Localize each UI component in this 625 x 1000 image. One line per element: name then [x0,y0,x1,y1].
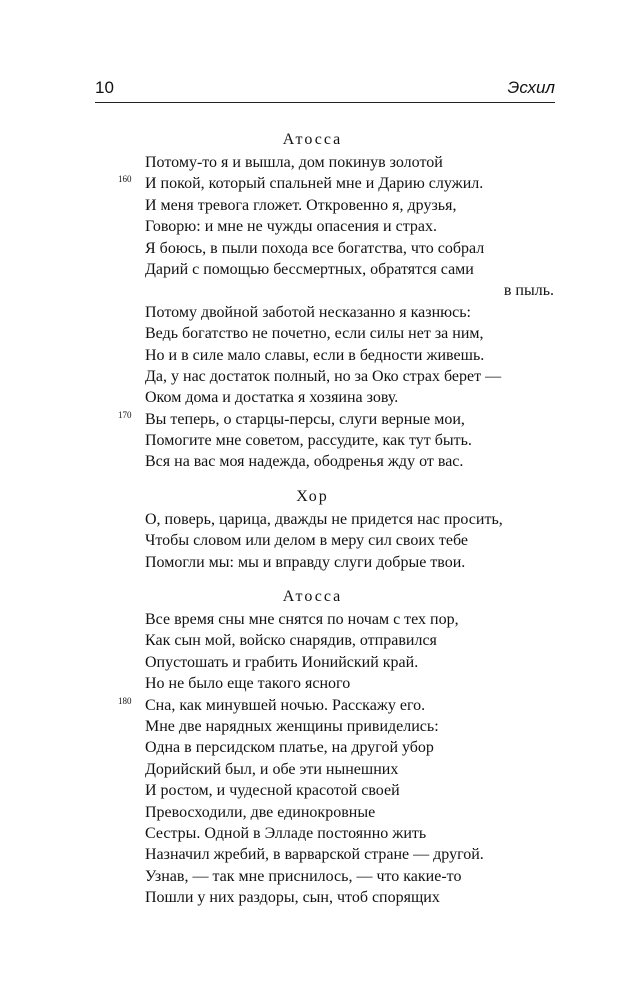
verse-line [0,451,625,472]
verse-line [0,802,625,823]
verse-line-text: Превосходили, две единокровные [145,803,376,821]
verse-line [0,366,625,387]
verse-line-text: Дарий с помощью бессмертных, обратятся сами [145,260,474,278]
verse-line-text: И меня тревога гложет. Откровенно я, друзья, [145,196,457,214]
verse-line-text: Опустошать и грабить Ионийский край. [145,653,419,671]
verse-line-text: Пошли у них раздоры, сын, чтоб спорящих [145,889,440,907]
verse-line [0,609,625,630]
verse-line [0,630,625,651]
verse-text [0,128,625,909]
verse-line [0,759,625,780]
page-number: 10 [95,78,114,97]
verse-line [0,509,625,530]
verse-line [0,530,625,551]
speaker-name: Атосса [282,131,343,148]
verse-line [0,552,625,573]
verse-line-text: Потому двойной заботой несказанно я казнюсь: [145,303,471,321]
verse-line [0,216,625,237]
running-title: Эсхил [507,78,555,97]
verse-line [0,823,625,844]
verse-line [0,695,625,716]
verse-line [0,238,625,259]
verse-line [0,280,625,301]
line-number: 170 [118,409,132,420]
verse-line-text: Назначил жребий, в варварской стране — другой. [145,846,484,864]
verse-line-text: Чтобы словом или делом в меру сил своих тебе [145,532,469,550]
verse-line-text: Сестры. Одной в Элладе постоянно жить [145,824,427,842]
verse-line [0,866,625,887]
verse-line-text: Ведь богатство не почетно, если силы нет за ним, [145,325,484,343]
verse-line-text: Узнав, — так мне приснилось, — что какие-то [145,867,462,885]
verse-line-text: Говорю: и мне не чужды опасения и страх. [145,218,437,236]
verse-line-text: Как сын мой, войско снарядив, отправился [145,632,437,650]
line-number: 160 [118,174,132,185]
verse-line [0,737,625,758]
verse-line-text: Сна, как минувшей ночью. Расскажу его. [145,696,426,714]
verse-line-text: Но не было еще такого ясного [145,675,351,693]
line-number: 180 [118,695,132,706]
verse-line-text: Все время сны мне снятся по ночам с тех пор, [145,611,459,629]
verse-line [0,345,625,366]
verse-line [0,195,625,216]
verse-line [0,430,625,451]
verse-line-text: Но и в силе мало славы, если в бедности живешь. [145,346,485,364]
verse-line [0,780,625,801]
verse-line-text: Я боюсь, в пыли похода все богатства, что собрал [145,239,485,257]
speaker-name: Атосса [282,588,343,606]
verse-line-text: Помогите мне советом, рассудите, как тут быть. [145,432,472,450]
verse-line [0,716,625,737]
verse-line-text: Дорийский был, и обе эти нынешних [145,760,399,778]
verse-line [0,844,625,865]
verse-line [0,673,625,694]
verse-line [0,302,625,323]
verse-line-text: Да, у нас достаток полный, но за Око страх берет — [145,367,502,385]
verse-line-text: в пыль. [503,282,554,300]
verse-line [0,152,625,173]
verse-line-text: Одна в персидском платье, на другой убор [145,739,434,757]
verse-line-text: Вся на вас моя надежда, ободренья жду от вас. [145,453,464,471]
verse-line [0,387,625,408]
speaker-name: Хор [296,487,329,505]
verse-line [0,173,625,194]
verse-line-text: О, поверь, царица, дважды не придется нас просить, [145,510,503,528]
verse-line-text: И ростом, и чудесной красотой своей [145,782,400,800]
verse-line [0,887,625,908]
block-gap [0,473,625,485]
verse-line-text: Мне две нарядных женщины привиделись: [145,717,439,735]
verse-line [0,259,625,280]
verse-line [0,323,625,344]
verse-line-text: Потому-то я и вышла, дом покинув золотой [145,154,443,171]
verse-line-text: Оком дома и достатка я хозяина зову. [145,389,399,407]
running-header [95,76,555,103]
verse-line-text: Помогли мы: мы и вправду слуги добрые твои. [145,553,466,571]
verse-line-text: И покой, который спальней мне и Дарию служил. [145,175,484,193]
verse-line-text: Вы теперь, о старцы-персы, слуги верные мои, [145,410,465,428]
verse-line [0,409,625,430]
verse-line [0,652,625,673]
block-gap [0,573,625,585]
